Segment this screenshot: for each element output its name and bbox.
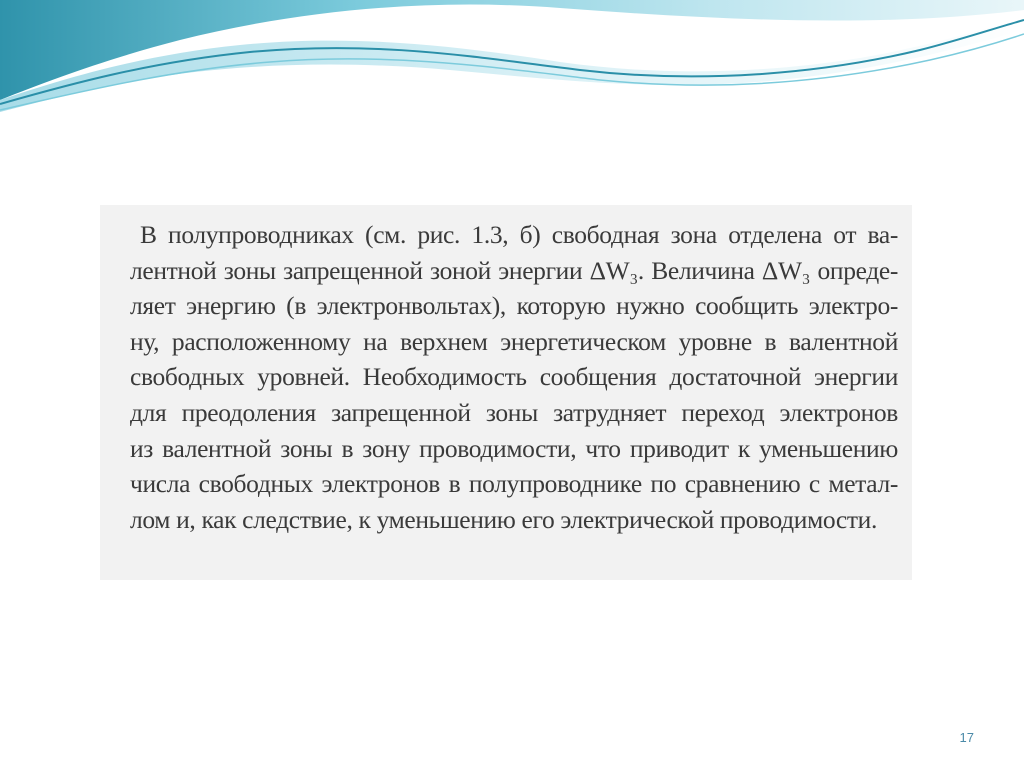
paragraph-line: лом и, как следствие, к уменьшению его электрической проводимости. xyxy=(130,504,877,534)
paragraph-line: лентной зоны запрещенной зоной энергии ΔW₃. Величина ΔW₃ опреде- xyxy=(130,255,898,285)
paragraph-line: В полупроводниках (см. рис. 1.3, б) свободная зона отделена от ва- xyxy=(140,220,898,249)
wave-header-decoration xyxy=(0,0,1024,130)
paragraph-line: ну, расположенному на верхнем энергетическом уровне в валентной xyxy=(130,326,898,356)
paragraph-line: из валентной зоны в зону проводимости, что приводит к уменьшению xyxy=(130,433,898,463)
page-number: 17 xyxy=(959,730,974,745)
paragraph-line: числа свободных электронов в полупроводнике по сравнению с метал- xyxy=(130,469,898,499)
paragraph-line: для преодоления запрещенной зоны затрудняет переход электронов xyxy=(130,397,898,427)
paragraph-line: свободных уровней. Необходимость сообщения достаточной энергии xyxy=(130,362,898,392)
wave-band-main xyxy=(0,0,1024,100)
scanned-text-block xyxy=(100,205,912,580)
paragraph-line: ляет энергию (в электронвольтах), которую нужно сообщить электро- xyxy=(130,291,898,321)
